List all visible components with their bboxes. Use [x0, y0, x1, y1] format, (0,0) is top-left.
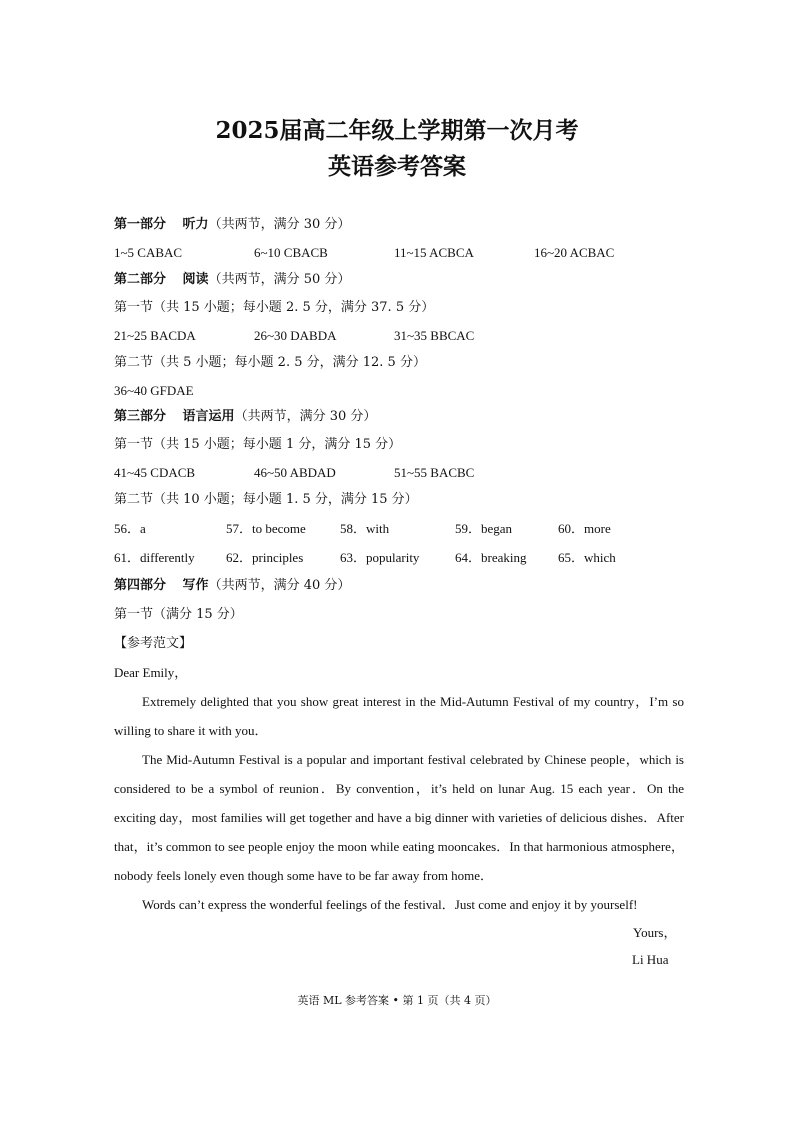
part3-section1-heading: 第一节（共 15 小题；每小题 1 分，满分 15 分） — [114, 437, 402, 452]
part4-label: 第四部分 — [114, 578, 167, 593]
part1-heading — [114, 216, 350, 234]
part3-heading — [114, 408, 376, 426]
part3-name: 语言运用 — [182, 409, 235, 424]
blank-answer-56: 56．a — [114, 521, 146, 536]
letter-greeting: Dear Emily， — [114, 665, 188, 680]
part2-section1-heading: 第一节（共 15 小题；每小题 2. 5 分，满分 37. 5 分） — [114, 300, 435, 315]
letter-closing: Yours， — [633, 925, 677, 940]
blank-answer-57: 57．to become — [226, 521, 306, 536]
blank-answer-60: 60．more — [558, 521, 611, 536]
part3-s1-answer-2: 46~50 ABDAD — [254, 465, 336, 480]
blank-answer-63: 63．popularity — [340, 550, 420, 565]
part3-s1-answer-3: 51~55 BACBC — [394, 465, 475, 480]
part1-answer-3: 11~15 ACBCA — [394, 245, 474, 260]
letter-signature: Li Hua — [632, 952, 669, 967]
part4-heading — [114, 577, 350, 595]
part2-s1-answer-2: 26~30 DABDA — [254, 328, 337, 343]
part4-note: （共两节，满分 40 分） — [208, 578, 351, 593]
part1-label: 第一部分 — [114, 217, 167, 232]
letter-paragraph-1: Extremely delighted that you show great interest in the Mid-Autumn Festival of my country，I’m so willing to share it with you． — [114, 694, 684, 738]
part3-note: （共两节，满分 30 分） — [234, 409, 377, 424]
part2-s2-answer-1: 36~40 GFDAE — [114, 383, 194, 398]
blank-answer-64: 64．breaking — [455, 550, 527, 565]
part3-section2-heading: 第二节（共 10 小题；每小题 1. 5 分，满分 15 分） — [114, 492, 418, 507]
part2-s1-answer-1: 21~25 BACDA — [114, 328, 196, 343]
part1-answer-4: 16~20 ACBAC — [534, 245, 615, 260]
part2-label: 第二部分 — [114, 272, 167, 287]
letter-paragraph-2: The Mid-Autumn Festival is a popular and important festival celebrated by Chinese people，which is considered to be a symbol of reunion．By convention，it’s held on lunar Aug. 15 each year．On the exciting day，most families will get together and have a big dinner with varieties of delicious dishes．After that，it’s common to see people enjoy the moon while eating mooncakes．In that harmonious atmosphere，nobody feels lonely even though some have to be far away from home． — [114, 752, 684, 883]
part3-label: 第三部分 — [114, 409, 167, 424]
part4-section1-heading: 第一节（满分 15 分） — [114, 607, 243, 622]
blank-answer-58: 58．with — [340, 521, 390, 536]
part2-heading — [114, 271, 350, 289]
part2-note: （共两节，满分 50 分） — [208, 272, 351, 287]
part1-name: 听力 — [182, 217, 209, 232]
part4-name: 写作 — [182, 578, 209, 593]
part1-note: （共两节，满分 30 分） — [208, 217, 351, 232]
part2-name: 阅读 — [182, 272, 209, 287]
blank-answer-59: 59．began — [455, 521, 513, 536]
blank-answer-61: 61．differently — [114, 550, 195, 565]
blank-answer-62: 62．principles — [226, 550, 304, 565]
page-subtitle: 英语参考答案 — [328, 153, 466, 180]
part2-section2-heading: 第二节（共 5 小题；每小题 2. 5 分，满分 12. 5 分） — [114, 355, 426, 370]
letter-paragraph-3: Words can’t express the wonderful feelings of the festival．Just come and enjoy it by yourself! — [142, 897, 638, 912]
part2-s1-answer-3: 31~35 BBCAC — [394, 328, 475, 343]
part1-answer-1: 1~5 CABAC — [114, 245, 183, 260]
page-title: 2025届高二年级上学期第一次月考 — [215, 117, 579, 144]
blank-answer-65: 65．which — [558, 550, 616, 565]
part1-answer-2: 6~10 CBACB — [254, 245, 328, 260]
page-footer: 英语 ML 参考答案 • 第 1 页（共 4 页） — [297, 994, 497, 1007]
sample-essay-label: 【参考范文】 — [114, 636, 193, 651]
part3-s1-answer-1: 41~45 CDACB — [114, 465, 196, 480]
